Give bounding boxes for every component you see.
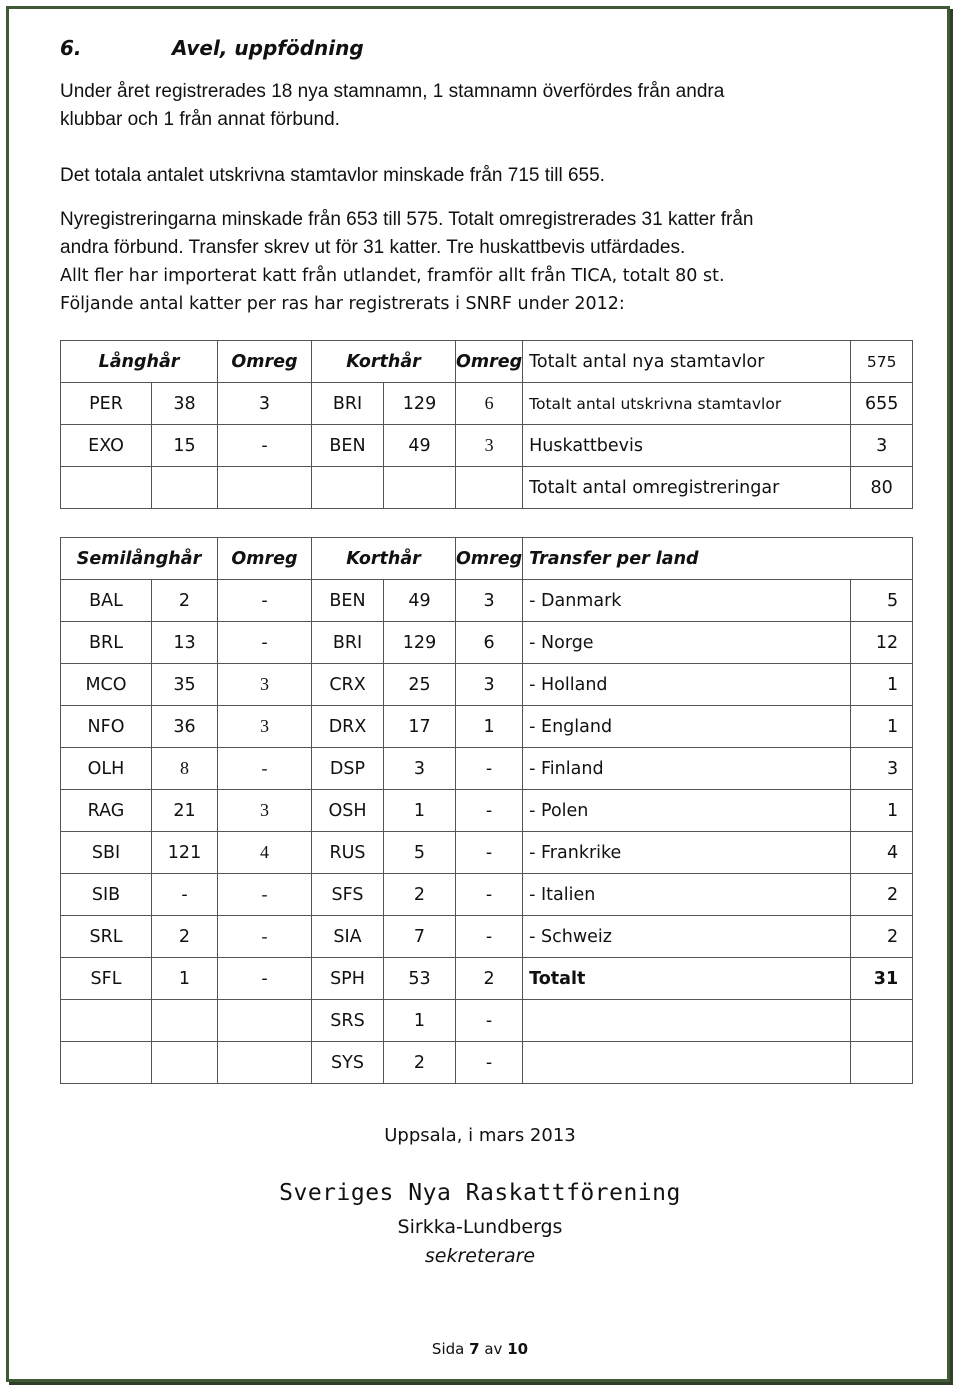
- paragraph-registrations: [60, 206, 920, 318]
- omreg-cell: -: [218, 580, 312, 622]
- breed-cell: SYS: [312, 1042, 384, 1084]
- header-longhair: Långhår: [61, 341, 218, 383]
- omreg-cell: 3: [218, 790, 312, 832]
- transfer-count-cell: 2: [851, 916, 913, 958]
- country-cell: - Frankrike: [523, 832, 851, 874]
- transfer-count-cell: 3: [851, 748, 913, 790]
- transfer-count-cell: 1: [851, 664, 913, 706]
- omreg-cell: -: [456, 832, 523, 874]
- breed-cell: SRL: [61, 916, 152, 958]
- omreg-cell: [218, 1000, 312, 1042]
- country-cell: [523, 1000, 851, 1042]
- table-row: [61, 580, 913, 622]
- count-cell: 5: [384, 832, 456, 874]
- organization-signature: Sveriges Nya Raskattförening: [279, 1180, 681, 1206]
- breed-cell: PER: [61, 383, 152, 425]
- omreg-cell: -: [456, 748, 523, 790]
- table-row: [61, 874, 913, 916]
- omreg-cell: -: [456, 1000, 523, 1042]
- table-row: [61, 1042, 913, 1084]
- count-cell: 38: [152, 383, 218, 425]
- count-cell: 2: [384, 874, 456, 916]
- breed-cell: RUS: [312, 832, 384, 874]
- summary-label: Huskattbevis: [523, 425, 851, 467]
- transfer-count-cell: [851, 1042, 913, 1084]
- omreg-cell: 3: [218, 383, 312, 425]
- count-cell: 129: [384, 622, 456, 664]
- count-cell: [152, 1042, 218, 1084]
- breed-cell: EXO: [61, 425, 152, 467]
- header-semilonghair: Semilånghår: [61, 538, 218, 580]
- summary-value: 655: [851, 383, 913, 425]
- omreg-cell: 1: [456, 706, 523, 748]
- breed-cell: BRI: [312, 383, 384, 425]
- count-cell: 8: [152, 748, 218, 790]
- summary-value: 80: [851, 467, 913, 509]
- breed-cell: [312, 467, 384, 509]
- header-omreg: Omreg: [456, 538, 523, 580]
- omreg-cell: -: [456, 916, 523, 958]
- footer-total: 10: [507, 1340, 529, 1358]
- omreg-cell: 3: [218, 706, 312, 748]
- table-row: [61, 790, 913, 832]
- breed-cell: OSH: [312, 790, 384, 832]
- omreg-cell: -: [218, 958, 312, 1000]
- omreg-cell: -: [456, 1042, 523, 1084]
- footer-page: 7: [469, 1340, 480, 1358]
- header-omreg: Omreg: [218, 341, 312, 383]
- text-line: Nyregistreringarna minskade från 653 till 575. Totalt omregistrerades 31 katter från: [60, 209, 754, 230]
- count-cell: 25: [384, 664, 456, 706]
- text-line: Det totala antalet utskrivna stamtavlor minskade från 715 till 655.: [60, 165, 605, 186]
- omreg-cell: 3: [456, 580, 523, 622]
- count-cell: 3: [384, 748, 456, 790]
- table-row: [61, 383, 913, 425]
- header-shorthair: Korthår: [312, 538, 456, 580]
- text-line: Allt fler har importerat katt från utlandet, framför allt från TICA, totalt 80 st.: [60, 266, 725, 286]
- paragraph-pedigrees: [60, 162, 920, 190]
- omreg-cell: -: [218, 748, 312, 790]
- country-cell: - Schweiz: [523, 916, 851, 958]
- country-cell: - Danmark: [523, 580, 851, 622]
- country-cell: - Holland: [523, 664, 851, 706]
- count-cell: 129: [384, 383, 456, 425]
- omreg-cell: 6: [456, 622, 523, 664]
- count-cell: 53: [384, 958, 456, 1000]
- omreg-cell: [218, 1042, 312, 1084]
- count-cell: 13: [152, 622, 218, 664]
- table-header-row: [61, 341, 913, 383]
- count-cell: 21: [152, 790, 218, 832]
- count-cell: 49: [384, 580, 456, 622]
- table-row: [61, 916, 913, 958]
- country-cell: - Italien: [523, 874, 851, 916]
- footer-sep: av: [484, 1340, 503, 1358]
- breed-cell: [61, 1000, 152, 1042]
- table-row: [61, 1000, 913, 1042]
- omreg-cell: [218, 467, 312, 509]
- omreg-cell: 6: [456, 383, 523, 425]
- country-cell: - Polen: [523, 790, 851, 832]
- count-cell: 1: [152, 958, 218, 1000]
- breed-cell: CRX: [312, 664, 384, 706]
- breed-cell: BAL: [61, 580, 152, 622]
- count-cell: 1: [384, 1000, 456, 1042]
- transfer-count-cell: 4: [851, 832, 913, 874]
- breed-cell: DRX: [312, 706, 384, 748]
- count-cell: 35: [152, 664, 218, 706]
- table-header-row: [61, 538, 913, 580]
- count-cell: 2: [152, 580, 218, 622]
- omreg-cell: 3: [456, 425, 523, 467]
- omreg-cell: 3: [456, 664, 523, 706]
- table-row: [61, 664, 913, 706]
- summary-value: 575: [851, 341, 913, 383]
- country-cell: [523, 1042, 851, 1084]
- omreg-cell: [456, 467, 523, 509]
- breed-cell: SRS: [312, 1000, 384, 1042]
- table-row: [61, 467, 913, 509]
- breed-cell: OLH: [61, 748, 152, 790]
- text-line: klubbar och 1 från annat förbund.: [60, 109, 340, 130]
- count-cell: [384, 467, 456, 509]
- text-line: andra förbund. Transfer skrev ut för 31 katter. Tre huskattbevis utfärdades.: [60, 237, 686, 258]
- text-line: Under året registrerades 18 nya stamnamn, 1 stamnamn överfördes från andra: [60, 81, 725, 102]
- country-cell: - England: [523, 706, 851, 748]
- breed-cell: DSP: [312, 748, 384, 790]
- count-cell: 1: [384, 790, 456, 832]
- city-date: Uppsala, i mars 2013: [384, 1125, 576, 1146]
- table-row: [61, 748, 913, 790]
- breed-cell: SFS: [312, 874, 384, 916]
- breed-registrations-table-2: [60, 537, 913, 1084]
- breed-cell: NFO: [61, 706, 152, 748]
- breed-cell: SPH: [312, 958, 384, 1000]
- omreg-cell: -: [218, 874, 312, 916]
- count-cell: [152, 467, 218, 509]
- omreg-cell: -: [218, 622, 312, 664]
- table-row: [61, 958, 913, 1000]
- omreg-cell: 3: [218, 664, 312, 706]
- table-row: [61, 425, 913, 467]
- section-number: 6.: [60, 36, 82, 60]
- count-cell: 15: [152, 425, 218, 467]
- transfer-count-cell: 12: [851, 622, 913, 664]
- signer-role: sekreterare: [424, 1245, 536, 1267]
- count-cell: 7: [384, 916, 456, 958]
- header-shorthair: Korthår: [312, 341, 456, 383]
- omreg-cell: -: [218, 425, 312, 467]
- count-cell: 17: [384, 706, 456, 748]
- transfer-count-cell: [851, 1000, 913, 1042]
- transfer-count-cell: 2: [851, 874, 913, 916]
- count-cell: 36: [152, 706, 218, 748]
- omreg-cell: 4: [218, 832, 312, 874]
- count-cell: 2: [384, 1042, 456, 1084]
- country-cell: - Finland: [523, 748, 851, 790]
- transfer-count-cell: 5: [851, 580, 913, 622]
- breed-registrations-table-1: [60, 340, 913, 509]
- omreg-cell: -: [218, 916, 312, 958]
- breed-cell: BRI: [312, 622, 384, 664]
- breed-cell: BRL: [61, 622, 152, 664]
- page-footer: [0, 1340, 960, 1358]
- country-cell: Totalt: [523, 958, 851, 1000]
- header-omreg: Omreg: [218, 538, 312, 580]
- table-row: [61, 622, 913, 664]
- header-omreg: Omreg: [456, 341, 523, 383]
- summary-label: Totalt antal nya stamtavlor: [523, 341, 851, 383]
- country-cell: - Norge: [523, 622, 851, 664]
- transfer-count-cell: 1: [851, 706, 913, 748]
- breed-cell: BEN: [312, 425, 384, 467]
- breed-cell: SIB: [61, 874, 152, 916]
- transfer-count-cell: 1: [851, 790, 913, 832]
- count-cell: -: [152, 874, 218, 916]
- section-title: Avel, uppfödning: [172, 36, 364, 60]
- section-heading: [60, 36, 364, 60]
- footer-prefix: Sida: [431, 1340, 465, 1358]
- breed-cell: SIA: [312, 916, 384, 958]
- text-line: Följande antal katter per ras har registrerats i SNRF under 2012:: [60, 294, 625, 314]
- omreg-cell: 2: [456, 958, 523, 1000]
- omreg-cell: -: [456, 874, 523, 916]
- count-cell: 121: [152, 832, 218, 874]
- breed-cell: SBI: [61, 832, 152, 874]
- paragraph-new-names: [60, 78, 920, 134]
- signer-name: Sirkka-Lundbergs: [397, 1216, 563, 1238]
- summary-value: 3: [851, 425, 913, 467]
- breed-cell: BEN: [312, 580, 384, 622]
- breed-cell: RAG: [61, 790, 152, 832]
- breed-cell: MCO: [61, 664, 152, 706]
- breed-cell: [61, 467, 152, 509]
- summary-label: Totalt antal utskrivna stamtavlor: [523, 383, 851, 425]
- breed-cell: [61, 1042, 152, 1084]
- transfer-count-cell: 31: [851, 958, 913, 1000]
- breed-cell: SFL: [61, 958, 152, 1000]
- table-row: [61, 706, 913, 748]
- count-cell: 49: [384, 425, 456, 467]
- count-cell: [152, 1000, 218, 1042]
- header-transfer-per-country: Transfer per land: [523, 538, 913, 580]
- omreg-cell: -: [456, 790, 523, 832]
- count-cell: 2: [152, 916, 218, 958]
- summary-label: Totalt antal omregistreringar: [523, 467, 851, 509]
- table-row: [61, 832, 913, 874]
